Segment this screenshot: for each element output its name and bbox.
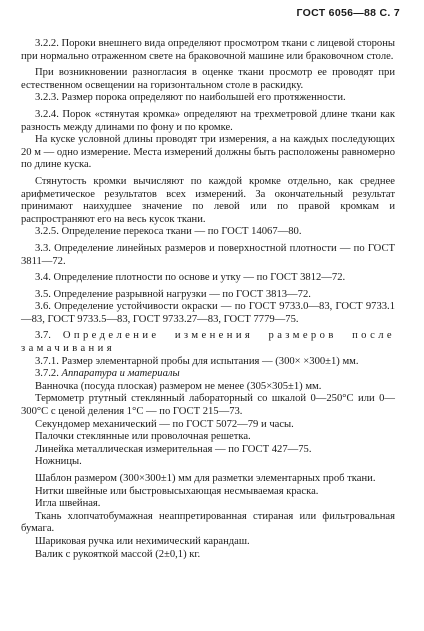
paragraph-3-2-3: 3.2.3. Размер порока определяют по наибольшей его протяженности. — [35, 92, 346, 104]
material-pen: Шариковая ручка или нехимический карандаш. — [35, 535, 250, 547]
paragraph-3-3: 3.3. Определение линейных размеров и поверхностной плотности — по ГОСТ 3811—72. — [21, 242, 395, 267]
material-fabric: Ткань хлопчатобумажная неаппретированная стираная или фильтровальная бумага. — [21, 510, 395, 535]
document-body — [21, 38, 395, 561]
material-needle: Игла швейная. — [35, 498, 101, 510]
paragraph-measurements: На куске условной длины проводят три измерения, а на каждых последующих 20 м — одно измерение. Места измерений должны быть расположены равномерно по длине куска. — [21, 134, 395, 171]
material-glass-rods: Палочки стеклянные или проволочная решетка. — [35, 431, 251, 443]
material-stopwatch: Секундомер механический — по ГОСТ 5072—79 и часы. — [35, 418, 294, 430]
paragraph-3-4: 3.4. Определение плотности по основе и утку — по ГОСТ 3812—72. — [35, 272, 346, 284]
section-3-7-2-heading — [21, 368, 395, 381]
material-template: Шаблон размером (300×300±1) мм для разметки элементарных проб ткани. — [35, 473, 376, 484]
paragraph-3-2-5: 3.2.5. Определение перекоса ткани — по ГОСТ 14067—80. — [35, 226, 302, 238]
section-3-7-2-number: 3.7.2. — [35, 368, 59, 380]
paragraph-3-7-1: 3.7.1. Размер элементарной пробы для испытания — (300× ×300±1) мм. — [35, 355, 359, 367]
material-roller: Валик с рукояткой массой (2±0,1) кг. — [35, 548, 201, 560]
paragraph-3-5: 3.5. Определение разрывной нагрузки — по ГОСТ 3813—72. — [35, 288, 311, 300]
paragraph-3-2-4: 3.2.4. Порок «стянутая кромка» определяют на трехметровой длине ткани как разность между длинами по фону и по кромке. — [21, 108, 395, 133]
page-header: ГОСТ 6056—88 С. 7 — [296, 7, 400, 19]
section-3-7-number: 3.7. — [35, 330, 51, 342]
material-ruler: Линейка металлическая измерительная — по ГОСТ 427—75. — [35, 443, 312, 455]
section-3-7-2-title: Аппаратура и материалы — [61, 368, 180, 380]
material-threads: Нитки швейные или быстровысыхающая несмываемая краска. — [35, 485, 319, 497]
paragraph-edge-tightness: Стянутость кромки вычисляют по каждой кромке отдельно, как среднее арифметическое результатов всех измерений. За окончательный результат принимают наихудшее значение по левой или по правой кромкам и распространяют его на весь кусок ткани. — [21, 175, 395, 225]
section-3-7-heading — [21, 330, 395, 355]
paragraph-3-2-2: 3.2.2. Пороки внешнего вида определяют просмотром ткани с лицевой стороны при нормально отраженном свете на браковочной машине или браковочном столе. — [21, 38, 395, 62]
section-3-7-title: Определение изменения размеров после замачивания — [21, 330, 395, 355]
material-scissors: Ножницы. — [35, 456, 82, 468]
paragraph-3-6: 3.6. Определение устойчивости окраски — по ГОСТ 9733.0—83, ГОСТ 9733.1—83, ГОСТ 9733.5—83, ГОСТ 9733.27—83, ГОСТ 7779—75. — [21, 301, 395, 325]
paragraph-disagreement: При возникновении разногласия в оценке ткани просмотр ее проводят при естественном освещении на горизонтальном столе в раскидку. — [21, 67, 395, 91]
material-tray: Ванночка (посуда плоская) размером не менее (305×305±1) мм. — [35, 380, 322, 392]
material-thermometer: Термометр ртутный стеклянный лабораторный со шкалой 0—250°С или 0—300°С с ценой деления 1°С — по ГОСТ 215—73. — [21, 393, 395, 418]
